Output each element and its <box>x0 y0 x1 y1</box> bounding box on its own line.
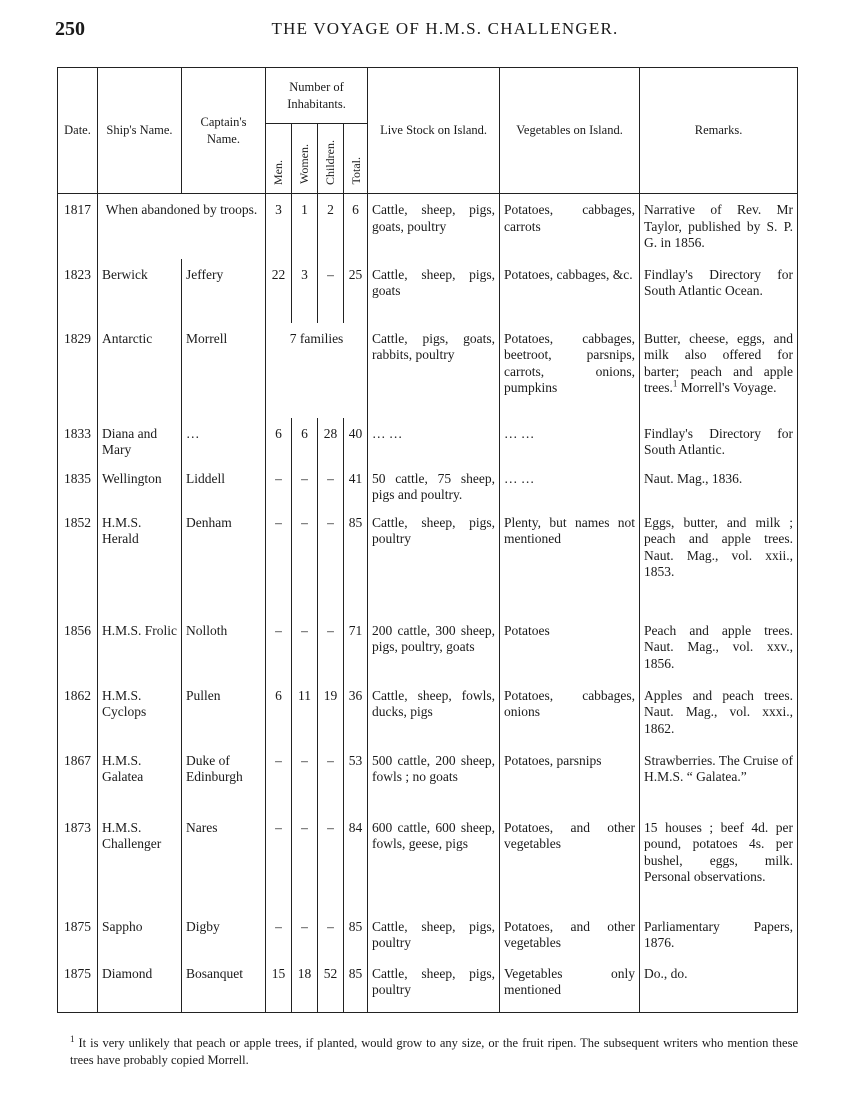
cell-date: 1862 <box>58 680 98 745</box>
cell-children: – <box>318 812 344 911</box>
cell-children: – <box>318 463 344 507</box>
cell-vegetables: Potatoes <box>500 615 640 680</box>
col-header-total: Total. <box>344 124 368 194</box>
col-header-men: Men. <box>266 124 292 194</box>
cell-total: 84 <box>344 812 368 911</box>
table-row <box>58 418 798 463</box>
cell-vegetables: Potatoes, cabbages, onions <box>500 680 640 745</box>
cell-ship: Diamond <box>98 958 182 1013</box>
cell-remarks: Narrative of Rev. Mr Taylor, published by S. P. G. in 1856. <box>640 194 798 259</box>
cell-children: – <box>318 745 344 812</box>
cell-total: 85 <box>344 911 368 958</box>
cell-date: 1875 <box>58 958 98 1013</box>
footnote-text: It is very unlikely that peach or apple trees, if planted, would grow to any size, or the fruit ripen. The subsequent writers who mention these trees have probably copied Morrell. <box>70 1036 798 1067</box>
cell-date: 1875 <box>58 911 98 958</box>
cell-families: 7 families <box>266 323 368 418</box>
cell-total: 36 <box>344 680 368 745</box>
cell-ship: Sappho <box>98 911 182 958</box>
cell-captain: Morrell <box>182 323 266 418</box>
cell-remarks: Parliamentary Papers, 1876. <box>640 911 798 958</box>
cell-date: 1856 <box>58 615 98 680</box>
cell-livestock: 50 cattle, 75 sheep, pigs and poultry. <box>368 463 500 507</box>
cell-vegetables: Potatoes, cabbages, &c. <box>500 259 640 323</box>
cell-women: – <box>292 507 318 615</box>
cell-livestock: Cattle, sheep, pigs, poultry <box>368 911 500 958</box>
cell-livestock: Cattle, sheep, pigs, poultry <box>368 958 500 1013</box>
footnote <box>70 1035 798 1069</box>
cell-women: 11 <box>292 680 318 745</box>
cell-livestock: Cattle, sheep, pigs, goats <box>368 259 500 323</box>
cell-ship: H.M.S. Challenger <box>98 812 182 911</box>
cell-men: – <box>266 615 292 680</box>
table-row <box>58 323 798 418</box>
cell-vegetables: … … <box>500 463 640 507</box>
cell-livestock: Cattle, sheep, fowls, ducks, pigs <box>368 680 500 745</box>
cell-vegetables: Vegetables only mentioned <box>500 958 640 1013</box>
cell-men: – <box>266 911 292 958</box>
cell-children: 52 <box>318 958 344 1013</box>
cell-captain: Bosanquet <box>182 958 266 1013</box>
cell-women: – <box>292 812 318 911</box>
cell-livestock: Cattle, sheep, pigs, goats, poultry <box>368 194 500 259</box>
cell-captain: … <box>182 418 266 463</box>
inhabitants-table <box>57 67 798 1013</box>
cell-men: – <box>266 745 292 812</box>
cell-remarks: Findlay's Directory for South Atlantic Ocean. <box>640 259 798 323</box>
cell-ship: H.M.S. Herald <box>98 507 182 615</box>
cell-total: 85 <box>344 958 368 1013</box>
cell-children: – <box>318 507 344 615</box>
col-header-ship: Ship's Name. <box>98 68 182 194</box>
cell-remarks: Do., do. <box>640 958 798 1013</box>
cell-women: – <box>292 463 318 507</box>
remarks-text: Butter, cheese, eggs, and milk also offered for barter; peach and apple trees. <box>644 330 794 395</box>
cell-captain: Nolloth <box>182 615 266 680</box>
cell-women: – <box>292 615 318 680</box>
cell-men: 6 <box>266 418 292 463</box>
col-header-inhabitants: Number of Inhabitants. <box>266 68 368 124</box>
cell-date: 1852 <box>58 507 98 615</box>
cell-men: – <box>266 507 292 615</box>
footnote-ref: 1 <box>672 378 678 389</box>
cell-remarks: Peach and apple trees. Naut. Mag., vol. xxv., 1856. <box>640 615 798 680</box>
col-header-children: Children. <box>318 124 344 194</box>
table-row <box>58 259 798 323</box>
cell-captain: Liddell <box>182 463 266 507</box>
table-row <box>58 615 798 680</box>
page-number: 250 <box>55 18 85 40</box>
remarks-source: Morrell's Voyage. <box>680 380 777 395</box>
cell-livestock: … … <box>368 418 500 463</box>
cell-date: 1823 <box>58 259 98 323</box>
table-row <box>58 812 798 911</box>
cell-livestock: Cattle, pigs, goats, rabbits, poultry <box>368 323 500 418</box>
cell-children: – <box>318 259 344 323</box>
cell-men: – <box>266 812 292 911</box>
table-row <box>58 745 798 812</box>
cell-women: 6 <box>292 418 318 463</box>
cell-date: 1835 <box>58 463 98 507</box>
cell-total: 41 <box>344 463 368 507</box>
cell-women: – <box>292 911 318 958</box>
cell-vegetables: Potatoes, cabbages, carrots <box>500 194 640 259</box>
cell-remarks <box>640 323 798 418</box>
running-title: THE VOYAGE OF H.M.S. CHALLENGER. <box>271 19 619 38</box>
table-row <box>58 680 798 745</box>
cell-remarks: Eggs, butter, and milk ; peach and apple trees. Naut. Mag., vol. xxii., 1853. <box>640 507 798 615</box>
col-header-livestock: Live Stock on Island. <box>368 68 500 194</box>
cell-vegetables: Potatoes, cabbages, beetroot, parsnips, carrots, onions, pumpkins <box>500 323 640 418</box>
cell-women: 1 <box>292 194 318 259</box>
cell-vegetables: Plenty, but names not mentioned <box>500 507 640 615</box>
table-body <box>58 194 798 1013</box>
cell-captain: Duke of Edinburgh <box>182 745 266 812</box>
cell-remarks: Strawberries. The Cruise of H.M.S. “ Galatea.” <box>640 745 798 812</box>
cell-ship: H.M.S. Galatea <box>98 745 182 812</box>
cell-ship: Diana and Mary <box>98 418 182 463</box>
cell-men: 15 <box>266 958 292 1013</box>
cell-women: 3 <box>292 259 318 323</box>
table-row <box>58 194 798 259</box>
cell-vegetables: Potatoes, and other vegetables <box>500 812 640 911</box>
col-header-date: Date. <box>58 68 98 194</box>
cell-children: – <box>318 615 344 680</box>
col-header-vegetables: Vegetables on Island. <box>500 68 640 194</box>
col-header-remarks: Remarks. <box>640 68 798 194</box>
footnote-marker: 1 <box>70 1033 75 1044</box>
cell-captain: Digby <box>182 911 266 958</box>
cell-remarks: Naut. Mag., 1836. <box>640 463 798 507</box>
cell-children: 28 <box>318 418 344 463</box>
cell-men: 22 <box>266 259 292 323</box>
cell-date: 1867 <box>58 745 98 812</box>
cell-total: 71 <box>344 615 368 680</box>
table-row <box>58 507 798 615</box>
cell-men: 3 <box>266 194 292 259</box>
cell-vegetables: Potatoes, parsnips <box>500 745 640 812</box>
cell-women: 18 <box>292 958 318 1013</box>
cell-remarks: Apples and peach trees. Naut. Mag., vol. xxxi., 1862. <box>640 680 798 745</box>
cell-ship: H.M.S. Frolic <box>98 615 182 680</box>
cell-remarks: Findlay's Directory for South Atlantic. <box>640 418 798 463</box>
cell-ship: H.M.S. Cyclops <box>98 680 182 745</box>
cell-children: 2 <box>318 194 344 259</box>
cell-ship: When abandoned by troops. <box>98 194 266 259</box>
cell-livestock: 200 cattle, 300 sheep, pigs, poultry, goats <box>368 615 500 680</box>
table-row <box>58 911 798 958</box>
cell-livestock: Cattle, sheep, pigs, poultry <box>368 507 500 615</box>
cell-total: 40 <box>344 418 368 463</box>
table-row <box>58 958 798 1013</box>
cell-livestock: 500 cattle, 200 sheep, fowls ; no goats <box>368 745 500 812</box>
cell-captain: Pullen <box>182 680 266 745</box>
cell-children: – <box>318 911 344 958</box>
cell-men: 6 <box>266 680 292 745</box>
cell-captain: Jeffery <box>182 259 266 323</box>
cell-livestock: 600 cattle, 600 sheep, fowls, geese, pigs <box>368 812 500 911</box>
cell-vegetables: … … <box>500 418 640 463</box>
cell-captain: Nares <box>182 812 266 911</box>
cell-vegetables: Potatoes, and other vegetables <box>500 911 640 958</box>
cell-women: – <box>292 745 318 812</box>
cell-ship: Wellington <box>98 463 182 507</box>
cell-ship: Antarctic <box>98 323 182 418</box>
cell-total: 85 <box>344 507 368 615</box>
table-row <box>58 463 798 507</box>
cell-men: – <box>266 463 292 507</box>
cell-ship: Berwick <box>98 259 182 323</box>
cell-total: 6 <box>344 194 368 259</box>
cell-children: 19 <box>318 680 344 745</box>
cell-date: 1817 <box>58 194 98 259</box>
cell-captain: Denham <box>182 507 266 615</box>
cell-date: 1833 <box>58 418 98 463</box>
cell-total: 25 <box>344 259 368 323</box>
cell-date: 1873 <box>58 812 98 911</box>
cell-total: 53 <box>344 745 368 812</box>
col-header-captain: Captain's Name. <box>182 68 266 194</box>
cell-remarks: 15 houses ; beef 4d. per pound, potatoes 4s. per bushel, eggs, milk. Personal observations. <box>640 812 798 911</box>
cell-date: 1829 <box>58 323 98 418</box>
col-header-women: Women. <box>292 124 318 194</box>
